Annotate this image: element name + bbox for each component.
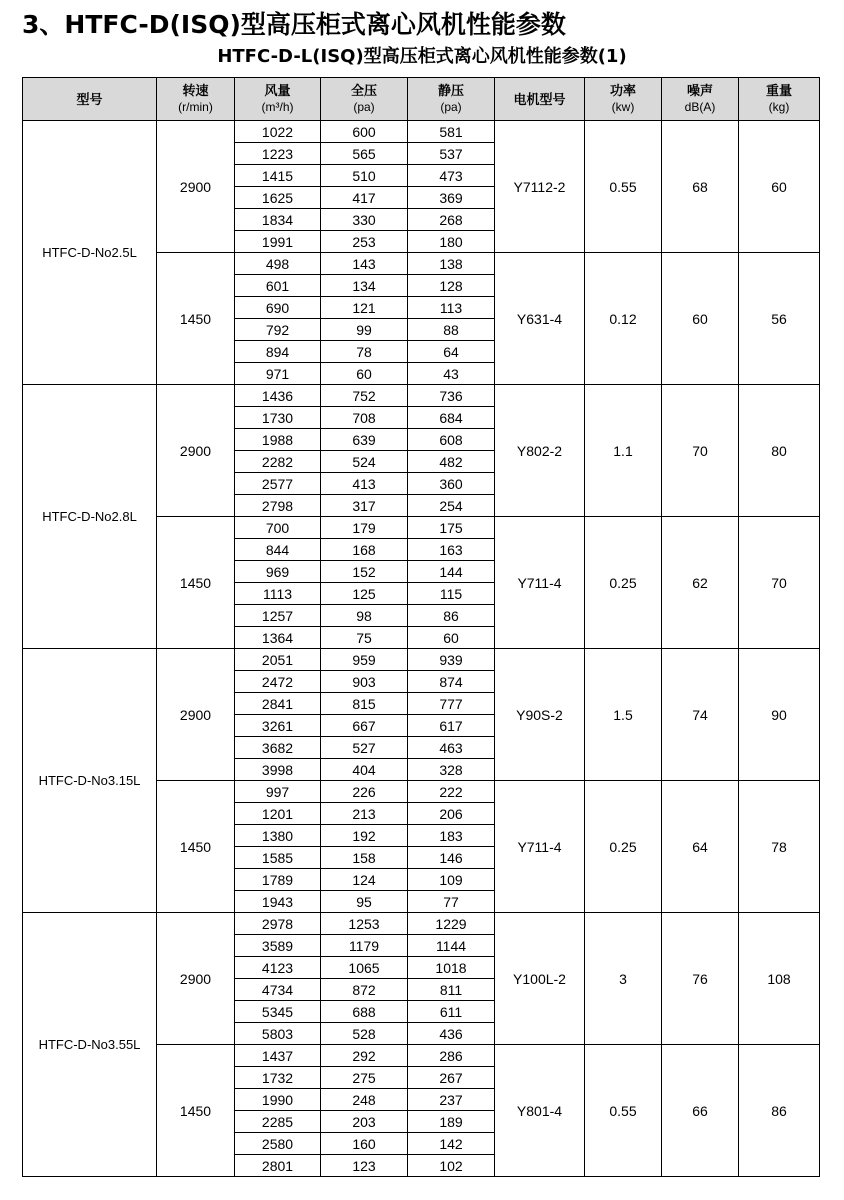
column-header-label: 静压: [437, 83, 464, 98]
static-pressure-cell: 736: [408, 385, 495, 407]
static-pressure-cell: 369: [408, 187, 495, 209]
airflow-cell: 3998: [235, 759, 321, 781]
airflow-cell: 2051: [235, 649, 321, 671]
weight-cell: 70: [739, 517, 820, 649]
static-pressure-cell: 777: [408, 693, 495, 715]
static-pressure-cell: 436: [408, 1023, 495, 1045]
total-pressure-cell: 99: [321, 319, 408, 341]
static-pressure-cell: 537: [408, 143, 495, 165]
total-pressure-cell: 275: [321, 1067, 408, 1089]
airflow-cell: 2801: [235, 1155, 321, 1177]
static-pressure-cell: 268: [408, 209, 495, 231]
column-header-label: 风量: [264, 83, 291, 98]
model-cell: HTFC-D-No3.55L: [23, 913, 157, 1177]
airflow-cell: 2285: [235, 1111, 321, 1133]
power-cell: 3: [585, 913, 662, 1045]
total-pressure-cell: 510: [321, 165, 408, 187]
static-pressure-cell: 109: [408, 869, 495, 891]
column-header-label: 全压: [350, 83, 377, 98]
header-static-pressure: [408, 78, 495, 121]
table-row: [23, 649, 820, 671]
total-pressure-cell: 158: [321, 847, 408, 869]
noise-cell: 62: [662, 517, 739, 649]
static-pressure-cell: 128: [408, 275, 495, 297]
total-pressure-cell: 123: [321, 1155, 408, 1177]
total-pressure-cell: 330: [321, 209, 408, 231]
airflow-cell: 2577: [235, 473, 321, 495]
speed-cell: 2900: [157, 649, 235, 781]
total-pressure-cell: 524: [321, 451, 408, 473]
total-pressure-cell: 639: [321, 429, 408, 451]
airflow-cell: 3589: [235, 935, 321, 957]
total-pressure-cell: 872: [321, 979, 408, 1001]
power-cell: 0.55: [585, 1045, 662, 1177]
static-pressure-cell: 77: [408, 891, 495, 913]
airflow-cell: 1364: [235, 627, 321, 649]
motor-model-cell: Y90S-2: [495, 649, 585, 781]
motor-model-cell: Y802-2: [495, 385, 585, 517]
total-pressure-cell: 253: [321, 231, 408, 253]
column-header-unit: (kg): [768, 100, 790, 114]
airflow-cell: 894: [235, 341, 321, 363]
power-cell: 1.5: [585, 649, 662, 781]
total-pressure-cell: 121: [321, 297, 408, 319]
header-airflow: [235, 78, 321, 121]
airflow-cell: 844: [235, 539, 321, 561]
table-row: [23, 385, 820, 407]
static-pressure-cell: 360: [408, 473, 495, 495]
airflow-cell: 3682: [235, 737, 321, 759]
column-header-label: 重量: [765, 83, 792, 98]
power-cell: 1.1: [585, 385, 662, 517]
total-pressure-cell: 168: [321, 539, 408, 561]
total-pressure-cell: 1253: [321, 913, 408, 935]
weight-cell: 108: [739, 913, 820, 1045]
static-pressure-cell: 286: [408, 1045, 495, 1067]
airflow-cell: 1380: [235, 825, 321, 847]
weight-cell: 56: [739, 253, 820, 385]
model-cell: HTFC-D-No3.15L: [23, 649, 157, 913]
airflow-cell: 1436: [235, 385, 321, 407]
total-pressure-cell: 1179: [321, 935, 408, 957]
column-header-label: 电机型号: [513, 91, 566, 107]
airflow-cell: 2798: [235, 495, 321, 517]
airflow-cell: 601: [235, 275, 321, 297]
column-header-label: 转速: [182, 83, 209, 98]
column-header-label: 噪声: [686, 83, 713, 98]
static-pressure-cell: 811: [408, 979, 495, 1001]
static-pressure-cell: 146: [408, 847, 495, 869]
total-pressure-cell: 98: [321, 605, 408, 627]
column-header-unit: (pa): [353, 100, 375, 114]
total-pressure-cell: 815: [321, 693, 408, 715]
static-pressure-cell: 684: [408, 407, 495, 429]
total-pressure-cell: 78: [321, 341, 408, 363]
airflow-cell: 1223: [235, 143, 321, 165]
static-pressure-cell: 183: [408, 825, 495, 847]
total-pressure-cell: 134: [321, 275, 408, 297]
static-pressure-cell: 1229: [408, 913, 495, 935]
noise-cell: 64: [662, 781, 739, 913]
airflow-cell: 2580: [235, 1133, 321, 1155]
total-pressure-cell: 179: [321, 517, 408, 539]
static-pressure-cell: 60: [408, 627, 495, 649]
total-pressure-cell: 404: [321, 759, 408, 781]
total-pressure-cell: 317: [321, 495, 408, 517]
static-pressure-cell: 113: [408, 297, 495, 319]
table-body: [23, 121, 820, 1177]
total-pressure-cell: 213: [321, 803, 408, 825]
noise-cell: 74: [662, 649, 739, 781]
static-pressure-cell: 102: [408, 1155, 495, 1177]
header-model: [23, 78, 157, 121]
total-pressure-cell: 959: [321, 649, 408, 671]
airflow-cell: 1437: [235, 1045, 321, 1067]
static-pressure-cell: 608: [408, 429, 495, 451]
weight-cell: 60: [739, 121, 820, 253]
total-pressure-cell: 667: [321, 715, 408, 737]
airflow-cell: 1415: [235, 165, 321, 187]
noise-cell: 76: [662, 913, 739, 1045]
total-pressure-cell: 124: [321, 869, 408, 891]
airflow-cell: 4123: [235, 957, 321, 979]
total-pressure-cell: 688: [321, 1001, 408, 1023]
total-pressure-cell: 226: [321, 781, 408, 803]
static-pressure-cell: 328: [408, 759, 495, 781]
noise-cell: 66: [662, 1045, 739, 1177]
total-pressure-cell: 248: [321, 1089, 408, 1111]
total-pressure-cell: 600: [321, 121, 408, 143]
static-pressure-cell: 43: [408, 363, 495, 385]
total-pressure-cell: 903: [321, 671, 408, 693]
airflow-cell: 971: [235, 363, 321, 385]
header-row: [23, 78, 820, 121]
airflow-cell: 1991: [235, 231, 321, 253]
airflow-cell: 1730: [235, 407, 321, 429]
model-cell: HTFC-D-No2.5L: [23, 121, 157, 385]
static-pressure-cell: 463: [408, 737, 495, 759]
column-header-label: 型号: [76, 91, 103, 107]
airflow-cell: 2472: [235, 671, 321, 693]
power-cell: 0.25: [585, 517, 662, 649]
static-pressure-cell: 581: [408, 121, 495, 143]
total-pressure-cell: 75: [321, 627, 408, 649]
column-header-label: 功率: [609, 83, 636, 98]
table-row: [23, 913, 820, 935]
total-pressure-cell: 60: [321, 363, 408, 385]
static-pressure-cell: 88: [408, 319, 495, 341]
airflow-cell: 690: [235, 297, 321, 319]
total-pressure-cell: 203: [321, 1111, 408, 1133]
table-row: [23, 121, 820, 143]
weight-cell: 86: [739, 1045, 820, 1177]
total-pressure-cell: 95: [321, 891, 408, 913]
speed-cell: 1450: [157, 1045, 235, 1177]
airflow-cell: 1257: [235, 605, 321, 627]
header-total-pressure: [321, 78, 408, 121]
static-pressure-cell: 163: [408, 539, 495, 561]
header-power: [585, 78, 662, 121]
static-pressure-cell: 64: [408, 341, 495, 363]
noise-cell: 70: [662, 385, 739, 517]
airflow-cell: 1834: [235, 209, 321, 231]
static-pressure-cell: 874: [408, 671, 495, 693]
static-pressure-cell: 138: [408, 253, 495, 275]
motor-model-cell: Y801-4: [495, 1045, 585, 1177]
noise-cell: 60: [662, 253, 739, 385]
total-pressure-cell: 417: [321, 187, 408, 209]
static-pressure-cell: 115: [408, 583, 495, 605]
airflow-cell: 969: [235, 561, 321, 583]
power-cell: 0.25: [585, 781, 662, 913]
speed-cell: 2900: [157, 385, 235, 517]
speed-cell: 1450: [157, 781, 235, 913]
total-pressure-cell: 708: [321, 407, 408, 429]
airflow-cell: 2282: [235, 451, 321, 473]
airflow-cell: 498: [235, 253, 321, 275]
static-pressure-cell: 617: [408, 715, 495, 737]
column-header-unit: (kw): [611, 100, 635, 114]
airflow-cell: 2841: [235, 693, 321, 715]
model-cell: HTFC-D-No2.8L: [23, 385, 157, 649]
header-motor-model: [495, 78, 585, 121]
airflow-cell: 5345: [235, 1001, 321, 1023]
total-pressure-cell: 565: [321, 143, 408, 165]
column-header-unit: (pa): [440, 100, 462, 114]
static-pressure-cell: 237: [408, 1089, 495, 1111]
total-pressure-cell: 528: [321, 1023, 408, 1045]
airflow-cell: 1943: [235, 891, 321, 913]
speed-cell: 1450: [157, 253, 235, 385]
static-pressure-cell: 482: [408, 451, 495, 473]
column-header-unit: (m³/h): [261, 100, 294, 114]
total-pressure-cell: 527: [321, 737, 408, 759]
total-pressure-cell: 192: [321, 825, 408, 847]
power-cell: 0.55: [585, 121, 662, 253]
airflow-cell: 1201: [235, 803, 321, 825]
total-pressure-cell: 752: [321, 385, 408, 407]
total-pressure-cell: 413: [321, 473, 408, 495]
static-pressure-cell: 254: [408, 495, 495, 517]
static-pressure-cell: 175: [408, 517, 495, 539]
total-pressure-cell: 292: [321, 1045, 408, 1067]
motor-model-cell: Y7112-2: [495, 121, 585, 253]
speed-cell: 1450: [157, 517, 235, 649]
speed-cell: 2900: [157, 121, 235, 253]
airflow-cell: 1585: [235, 847, 321, 869]
static-pressure-cell: 267: [408, 1067, 495, 1089]
header-noise: [662, 78, 739, 121]
static-pressure-cell: 206: [408, 803, 495, 825]
static-pressure-cell: 189: [408, 1111, 495, 1133]
weight-cell: 78: [739, 781, 820, 913]
column-header-unit: dB(A): [684, 100, 716, 114]
speed-cell: 2900: [157, 913, 235, 1045]
static-pressure-cell: 222: [408, 781, 495, 803]
static-pressure-cell: 86: [408, 605, 495, 627]
airflow-cell: 1988: [235, 429, 321, 451]
total-pressure-cell: 125: [321, 583, 408, 605]
weight-cell: 80: [739, 385, 820, 517]
static-pressure-cell: 142: [408, 1133, 495, 1155]
static-pressure-cell: 1018: [408, 957, 495, 979]
noise-cell: 68: [662, 121, 739, 253]
header-speed: [157, 78, 235, 121]
airflow-cell: 2978: [235, 913, 321, 935]
page-title: 3、HTFC-D(ISQ)型高压柜式离心风机性能参数: [22, 10, 566, 39]
static-pressure-cell: 144: [408, 561, 495, 583]
motor-model-cell: Y711-4: [495, 517, 585, 649]
header-weight: [739, 78, 820, 121]
motor-model-cell: Y631-4: [495, 253, 585, 385]
motor-model-cell: Y711-4: [495, 781, 585, 913]
static-pressure-cell: 473: [408, 165, 495, 187]
weight-cell: 90: [739, 649, 820, 781]
airflow-cell: 700: [235, 517, 321, 539]
airflow-cell: 5803: [235, 1023, 321, 1045]
airflow-cell: 1732: [235, 1067, 321, 1089]
column-header-unit: (r/min): [178, 100, 213, 114]
airflow-cell: 1625: [235, 187, 321, 209]
fan-performance-table: [22, 77, 820, 1177]
airflow-cell: 1789: [235, 869, 321, 891]
total-pressure-cell: 152: [321, 561, 408, 583]
total-pressure-cell: 160: [321, 1133, 408, 1155]
airflow-cell: 1022: [235, 121, 321, 143]
airflow-cell: 997: [235, 781, 321, 803]
power-cell: 0.12: [585, 253, 662, 385]
table-title: HTFC-D-L(ISQ)型高压柜式离心风机性能参数(1): [217, 46, 627, 67]
motor-model-cell: Y100L-2: [495, 913, 585, 1045]
static-pressure-cell: 180: [408, 231, 495, 253]
airflow-cell: 3261: [235, 715, 321, 737]
airflow-cell: 1990: [235, 1089, 321, 1111]
airflow-cell: 4734: [235, 979, 321, 1001]
static-pressure-cell: 1144: [408, 935, 495, 957]
total-pressure-cell: 143: [321, 253, 408, 275]
airflow-cell: 1113: [235, 583, 321, 605]
airflow-cell: 792: [235, 319, 321, 341]
total-pressure-cell: 1065: [321, 957, 408, 979]
static-pressure-cell: 939: [408, 649, 495, 671]
static-pressure-cell: 611: [408, 1001, 495, 1023]
